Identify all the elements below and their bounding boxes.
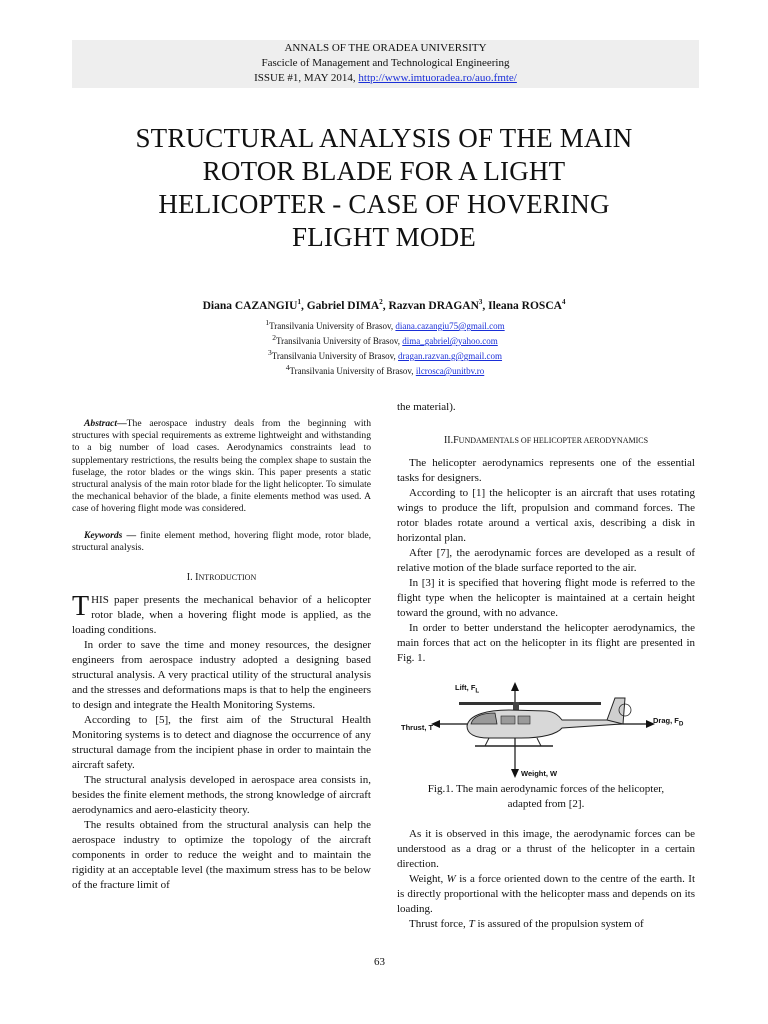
fund-paragraph-3: After [7], the aerodynamic forces are developed as a result of relative motion of the blade surface reported to the air.: [397, 547, 695, 574]
fund-paragraph-1: The helicopter aerodynamics represents one of the essential tasks for designers.: [397, 457, 695, 484]
figure-caption: Fig.1. The main aerodynamic forces of the helicopter, adapted from [2].: [427, 783, 665, 810]
paper-title: STRUCTURAL ANALYSIS OF THE MAIN ROTOR BLADE FOR A LIGHT HELICOPTER - CASE OF HOVERING FLIGHT MODE: [135, 123, 633, 252]
journal-url-link[interactable]: http://www.imtuoradea.ro/auo.fmte/: [358, 72, 517, 84]
forces-paragraph-thrust: Thrust force, T is assured of the propulsion system of: [409, 918, 644, 930]
email-link[interactable]: dima_gabriel@yahoo.com: [402, 336, 498, 346]
lift-label: Lift, $F_L$: [455, 683, 480, 695]
journal-name: ANNALS OF THE ORADEA UNIVERSITY: [284, 42, 487, 54]
journal-issue: ISSUE #1, MAY 2014, http://www.imtuoradea.ro/auo.fmte/: [254, 72, 517, 84]
affiliation-4: $^4$Transilvania University of Brasov, ilcrosca@unitbv.ro: [285, 363, 485, 376]
affiliation-1: $^1$Transilvania University of Brasov, diana.cazangiu75@gmail.com: [265, 318, 505, 331]
journal-fascicle: Fascicle of Management and Technological Engineering: [261, 57, 510, 69]
intro-paragraph-2: In order to save the time and money resources, the designer engineers from aerospace industry adopted a designing based structural analysis. A very practical utility of the structural analysis and the stresses and deformations maps is that to help the engineers to design and integrate the Health Monitoring Systems.: [72, 639, 371, 712]
right-column: [397, 400, 695, 932]
helicopter-forces-figure: [397, 680, 695, 782]
left-column: [72, 418, 371, 893]
intro-paragraph-4: The structural analysis developed in aerospace area consists in, besides the finite element methods, the strong knowledge of aircraft aerodynamics and aero-elasticity theory.: [72, 774, 371, 817]
intro-paragraph-5: The results obtained from the structural analysis can help the aerospace industry to optimize the topology of the aircraft components in order to reduce the weight and to maintain the rigidity at an acceptable level (the maximum stress has to be below of the fracture limit of: [72, 819, 371, 892]
page-number: 63: [374, 956, 385, 968]
forces-paragraph-1: As it is observed in this image, the aerodynamic forces can be understood as a drag or a thrust of the helicopter in a certain direction.: [397, 828, 695, 870]
section-heading-introduction: I. INTRODUCTION: [186, 572, 257, 584]
abstract: Abstract—The aerospace industry deals from the beginning with structures with special requirements as extreme lightweight and withstanding to a big number of load cases. Aerodynamics constraints lead to supplementary restrictions, the results being the complex shape to sustain the fuselage, the rotor blades or the wings skin. This paper presents a static structural analysis of the main rotor blade for the light helicopter. To simulate the mechanical behavior of the blade, a finite elements method was used. A case of hovering flight mode was considered.: [72, 418, 371, 515]
email-link[interactable]: diana.cazangiu75@gmail.com: [395, 321, 505, 331]
affiliation-3: $^3$Transilvania University of Brasov, dragan.razvan.g@gmail.com: [267, 348, 503, 361]
journal-header: [72, 40, 699, 88]
continued-text: the material).: [397, 401, 456, 413]
weight-label: Weight, W: [521, 769, 558, 778]
intro-paragraph-3: According to [5], the first aim of the Structural Health Monitoring systems is to detect and diagnose the occurrence of any structural damage from the incipient phase in order to maintain the aircraft safety.: [72, 714, 371, 772]
drag-label: Drag, $F_D$: [653, 716, 684, 728]
fund-paragraph-2: According to [1] the helicopter is an aircraft that uses rotating wings to produce the lift, propulsion and command forces. The rotor blades rotate around a vertical axis, describing a disk in horizontal plan.: [397, 487, 695, 544]
affiliation-2: $^2$Transilvania University of Brasov, dima_gabriel@yahoo.com: [272, 333, 498, 346]
section-heading-fundamentals: II.FUNDAMENTALS OF HELICOPTER AERODYNAMICS: [443, 435, 649, 446]
drop-cap: T: [72, 591, 90, 623]
thrust-label: Thrust, T: [401, 723, 434, 732]
email-link[interactable]: ilcrosca@unitbv.ro: [415, 366, 485, 376]
fund-paragraph-4: In [3] it is specified that hovering flight mode is referred to the flight type when the helicopter is maintained at a certain height toward the ground, with no advance.: [397, 577, 695, 619]
fund-paragraph-5: In order to better understand the helicopter aerodynamics, the main forces that act on the helicopter in its flight are presented in Fig. 1.: [397, 622, 695, 664]
email-link[interactable]: dragan.razvan.g@gmail.com: [398, 351, 503, 361]
author-list: Diana CAZANGIU$^1$, Gabriel DIMA$^2$, Razvan DRAGAN$^3$, Ileana ROSCA$^4$: [202, 298, 566, 312]
forces-paragraph-weight: Weight, W is a force oriented down to the centre of the earth. It is directly proportional with the helicopter mass and depends on its loading.: [397, 873, 696, 915]
affiliations: [180, 317, 590, 377]
intro-paragraph-1: THIS paper presents the mechanical behavior of a helicopter rotor blade, when a hovering flight mode is applied, as the loading conditions.: [72, 591, 371, 637]
keywords: Keywords — finite element method, hovering flight mode, rotor blade, structural analysis.: [72, 529, 372, 553]
